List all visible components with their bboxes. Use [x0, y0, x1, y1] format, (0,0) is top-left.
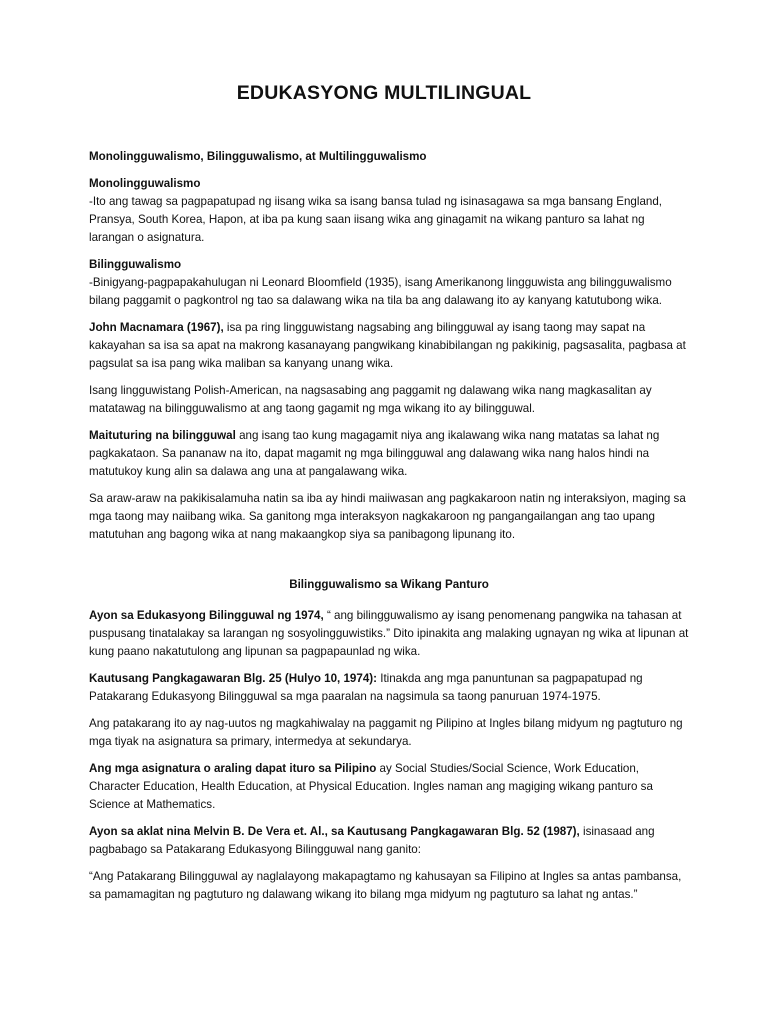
- paragraph-patakaran: Ang patakarang ito ay nag-uutos ng magkahiwalay na paggamit ng Pilipino at Ingles bilang midyum ng pagtuturo ng mga tiyak na asignatura sa primary, intermedya at sekundarya.: [89, 717, 683, 748]
- paragraph-lead: Kautusang Pangkagawaran Blg. 25 (Hulyo 10, 1974):: [89, 672, 377, 685]
- paragraph-polish: Isang lingguwistang Polish-American, na nagsasabing ang paggamit ng dalawang wika nang magkasalitan ay matatawag na bilingguwalismo at ang taong gagamit ng mga wikang ito ay bilingguwal.: [89, 384, 652, 415]
- paragraph-text: Itinakda ang mga panuntunan sa pagpapatupad ng Patakarang Edukasyong Bilingguwal sa mga paaralan na nagsimula sa taong panuruan 1974-1975.: [89, 672, 643, 703]
- paragraph-de-vera: [89, 823, 689, 859]
- paragraph-lead: Ayon sa aklat nina Melvin B. De Vera et. Al., sa Kautusang Pangkagawaran Blg. 52 (1987),: [89, 825, 580, 838]
- paragraph-macnamara: [89, 319, 689, 373]
- paragraph-text: ay Social Studies/Social Science, Work Education, Character Education, Health Education, at Physical Education. Ingles naman ang magiging wikang panturo sa Science at Mathematics.: [89, 762, 653, 811]
- paragraph-ayon-1974: [89, 607, 689, 661]
- paragraph-maituturing: [89, 427, 689, 481]
- paragraph-asignatura: [89, 760, 689, 814]
- section-heading-wikang-panturo: Bilingguwalismo sa Wikang Panturo: [289, 578, 489, 591]
- paragraph-araw-araw: Sa araw-araw na pakikisalamuha natin sa iba ay hindi maiiwasan ang pagkakaroon natin ng interaksiyon, maging sa mga taong may naiibang wika. Sa ganitong mga interaksyon nagkakaroon ng pangangailangan ang tao upang matutuhan ang bagong wika at nang makaangkop siya sa panibagong lipunang ito.: [89, 492, 686, 541]
- section-text: -Ito ang tawag sa pagpapatupad ng iisang wika sa isang bansa tulad ng isinasagawa sa mga bansang England, Pransya, South Korea, Hapon, at iba pa kung saan iisang wika ang ginagamit na wikang panturo sa lahat ng larangan o asignatura.: [89, 195, 663, 244]
- paragraph-lead: Ang mga asignatura o araling dapat ituro sa Pilipino: [89, 762, 377, 775]
- document-title: EDUKASYONG MULTILINGUAL: [236, 82, 532, 104]
- paragraph-text: isa pa ring lingguwistang nagsabing ang bilingguwal ay isang taong may sapat na kakayahan sa isa sa apat na makrong kasanayang pangwikang kinabibilangan ng pakikinig, pagsasalita, pagbasa at pagsulat sa isa pang wika maliban sa kanyang unang wika.: [89, 321, 686, 370]
- paragraph-kautusan-25: [89, 670, 689, 706]
- section-heading: Monolingguwalismo: [89, 177, 201, 190]
- paragraph-lead: Ayon sa Edukasyong Bilingguwal ng 1974,: [89, 609, 324, 622]
- paragraph-text: “ ang bilingguwalismo ay isang penomenang pangwika na tahasan at puspusang tinatalakay sa larangan ng sosyolingguwistiks.” Dito ipinakita ang malaking ugnayan ng wika at lipunan at kung paano nakatutulong ang lipunan sa pagpapaunlad ng wika.: [89, 609, 689, 658]
- section-text: -Binigyang-pagpapakahulugan ni Leonard Bloomfield (1935), isang Amerikanong lingguwista ang bilingguwalismo bilang paggamit o pagkontrol ng tao sa dalawang wika na tila ba ang dalawang ito ay kanyang katutubong wika.: [89, 276, 672, 307]
- document-body: [89, 148, 689, 913]
- paragraph-lead: Maituturing na bilingguwal: [89, 429, 236, 442]
- paragraph-quote: “Ang Patakarang Bilingguwal ay naglalayong makapagtamo ng kahusayan sa Filipino at Ingles sa antas pambansa, sa pamamagitan ng pagtuturo ng dalawang wikang ito bilang mga midyum ng pagtuturo sa lahat ng antas.”: [89, 870, 682, 901]
- paragraph-text: ang isang tao kung magagamit niya ang ikalawang wika nang matatas sa lahat ng pagkakataon. Sa pananaw na ito, dapat magamit ng mga bilingguwal ang dalawang wika nang halos hindi na matutukoy kung alin sa dalawa ang una at pangalawang wika.: [89, 429, 660, 478]
- subtitle: [89, 148, 689, 166]
- subtitle-text: Monolingguwalismo, Bilingguwalismo, at Multilingguwalismo: [89, 150, 427, 163]
- section-monolingguwalismo: [89, 175, 689, 247]
- section-heading: Bilingguwalismo: [89, 258, 182, 271]
- paragraph-lead: John Macnamara (1967),: [89, 321, 224, 334]
- paragraph-text: isinasaad ang pagbabago sa Patakarang Edukasyong Bilingguwal nang ganito:: [89, 825, 655, 856]
- section-bilingguwalismo: [89, 256, 689, 310]
